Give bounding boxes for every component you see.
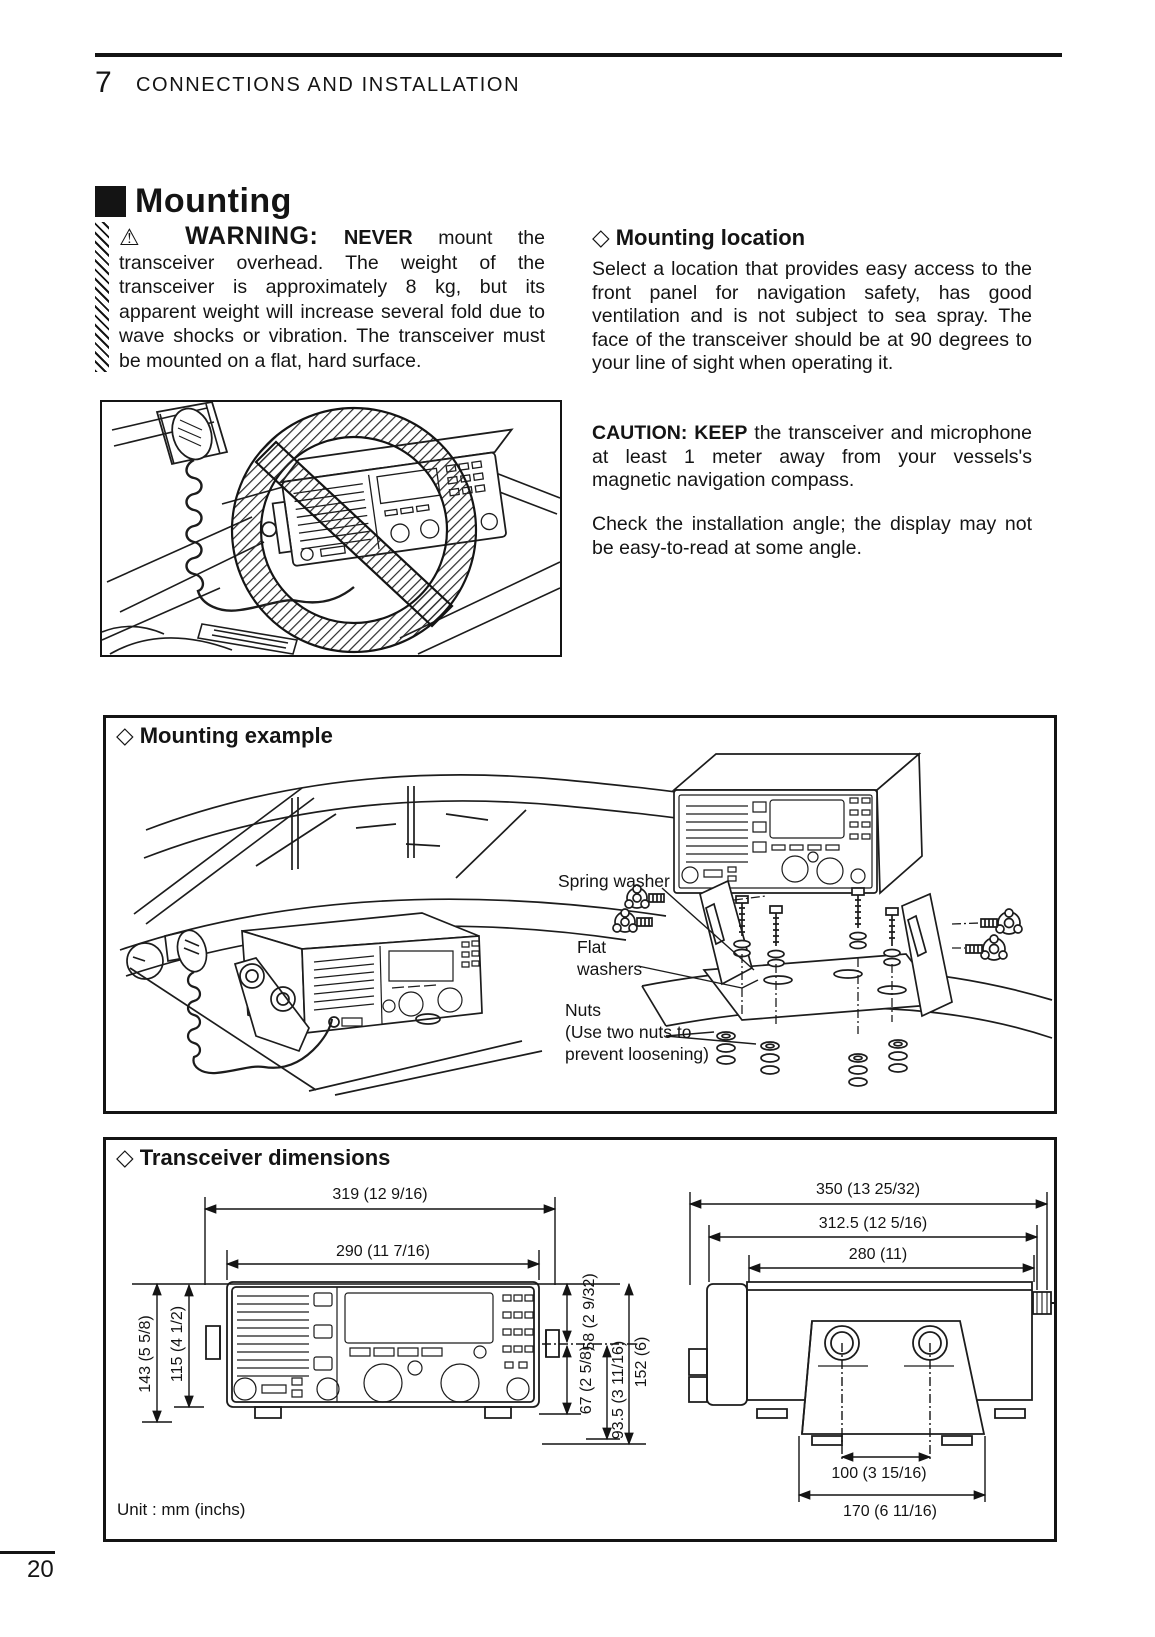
- mounting-title: Mounting: [135, 182, 292, 220]
- warning-label: WARNING:: [185, 222, 319, 250]
- nuts-label-2: (Use two nuts to: [565, 1022, 692, 1042]
- diamond-icon: ◇: [116, 1144, 134, 1170]
- nuts-label-1: Nuts: [565, 1000, 601, 1020]
- footer-rule: [0, 1551, 55, 1554]
- caution-body: the transceiver and microphone at least 1 meter away from your vessels's magnetic navigation compass.: [592, 422, 1032, 491]
- caution-label: CAUTION: KEEP: [592, 422, 748, 444]
- diamond-icon: ◇: [116, 722, 134, 748]
- dim-front-height-overall: 143 (5 5/8): [137, 1315, 154, 1393]
- dim-side-depth-body: 280 (11): [848, 1246, 908, 1263]
- dim-front-height-body: 115 (4 1/2): [169, 1305, 186, 1383]
- transceiver-dimensions-title: Transceiver dimensions: [139, 1145, 391, 1170]
- mounting-location-section: [592, 224, 1032, 376]
- warning-hatch-bar: [95, 222, 109, 372]
- mounting-location-heading: [592, 224, 1032, 251]
- nuts-label-3: prevent loosening): [565, 1044, 709, 1064]
- bolts: [734, 888, 900, 967]
- dim-front-top-to-hanger: 58 (2 9/32): [581, 1273, 598, 1351]
- dim-front-height-total: 152 (6): [633, 1336, 650, 1388]
- spring-washer-label: Spring washer: [558, 871, 670, 891]
- mounting-location-title: Mounting location: [615, 225, 806, 250]
- mounting-example-section: [103, 715, 1057, 1114]
- flat-washers-label-1: Flat: [577, 937, 607, 957]
- dim-side-bolt-spacing: 100 (3 15/16): [831, 1465, 927, 1482]
- dim-front-width-overall: 319 (12 9/16): [332, 1186, 428, 1203]
- diamond-icon: ◇: [592, 224, 610, 250]
- dim-side-bracket-depth: 170 (6 11/16): [843, 1503, 937, 1520]
- chapter-title: CONNECTIONS AND INSTALLATION: [136, 74, 521, 96]
- transceiver-dimensions-section: [103, 1137, 1057, 1542]
- dim-front-hanger-to-base: 93.5 (3 11/16): [610, 1340, 627, 1440]
- dim-front-hanger-to-bottom: 67 (2 5/8): [578, 1345, 595, 1415]
- mounting-location-body: Select a location that provides easy access to the front panel for navigation safety, has good ventilation and is not subject to sea spray. The face of the transceiver should be at 90 degrees to your line of sight when operating it.: [592, 258, 1032, 374]
- warning-body: mount the transceiver overhead. The weight of the transceiver is approximately 8 kg, but its apparent weight will increase several fold due to wave shocks or vibration. The transceiver must be mounted on a flat, hard surface.: [119, 227, 545, 372]
- mounting-example-title: Mounting example: [139, 723, 333, 748]
- no-overhead-illustration: [102, 402, 560, 655]
- black-square-icon: [95, 186, 126, 217]
- warning-triangle-icon: ⚠: [119, 224, 160, 250]
- front-view-drawing: [206, 1282, 559, 1418]
- warning-paragraph: [119, 224, 545, 373]
- unit-note: Unit : mm (inchs): [117, 1500, 246, 1519]
- page-number: 20: [27, 1556, 54, 1583]
- dim-side-depth-overall: 350 (13 25/32): [815, 1181, 921, 1198]
- mounting-heading: [95, 182, 292, 221]
- no-overhead-mounting-figure: [100, 400, 562, 657]
- warning-emphasis: NEVER: [343, 227, 413, 249]
- caution-paragraph: [592, 422, 1032, 493]
- side-view-drawing: [689, 1282, 1054, 1445]
- dim-side-depth-with-rear: 312.5 (12 5/16): [818, 1215, 928, 1232]
- header-rule: [95, 53, 1062, 57]
- nuts: [717, 1032, 907, 1086]
- angle-note: Check the installation angle; the display may not be easy-to-read at some angle.: [592, 513, 1032, 559]
- dim-front-width-body: 290 (11 7/16): [336, 1243, 430, 1260]
- thumb-knobs: [613, 885, 1022, 960]
- chapter-number: 7: [95, 66, 112, 99]
- flat-washers-label-2: washers: [577, 959, 643, 979]
